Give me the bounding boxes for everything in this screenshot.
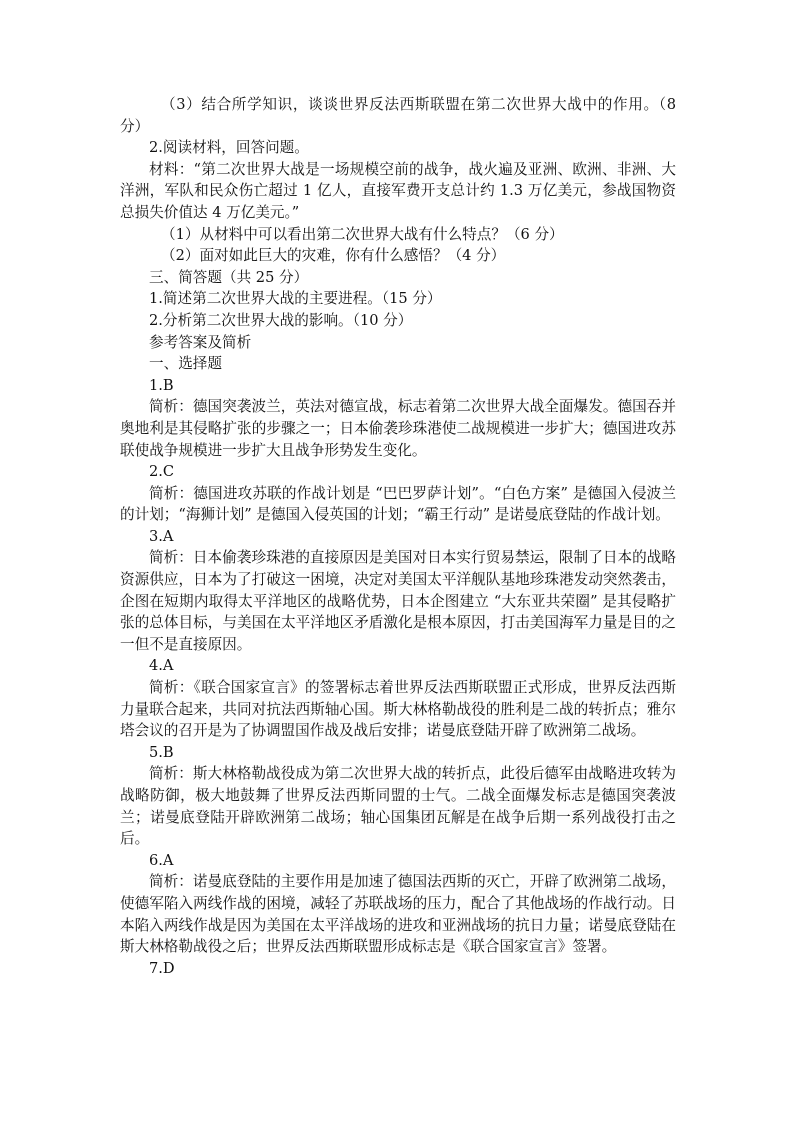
answer-key: 3.A: [149, 527, 174, 545]
sub-question-2: （2）面对如此巨大的灾难，你有什么感悟？（4 分）: [161, 247, 506, 265]
answer-analysis: 简析：斯大林格勒战役成为第二次世界大战的转折点，此役后德军由战略进攻转为战略防御，极大地鼓舞了世界反法西斯同盟的士气。二战全面爆发标志是德国突袭波兰；诺曼底登陆开辟欧洲第二战场；轴心国集团瓦解是在战争后期一系列战役打击之后。: [120, 765, 676, 848]
short-answer-1: 1.简述第二次世界大战的主要进程。（15 分）: [149, 290, 442, 308]
answer-key: 4.A: [149, 657, 174, 675]
answer-analysis: 简析：《联合国家宣言》的签署标志着世界反法西斯联盟正式形成，世界反法西斯力量联合起来，共同对抗法西斯轴心国。斯大林格勒战役的胜利是二战的转折点；雅尔塔会议的召开是为了协调盟国作战及战后安排；诺曼底登陆开辟了欧洲第二战场。: [120, 679, 676, 740]
answer-analysis: 简析：德国进攻苏联的作战计划是 “巴巴罗萨计划”。“白色方案” 是德国入侵波兰的计划；“海狮计划” 是德国入侵英国的计划；“霸王行动” 是诺曼底登陆的作战计划。: [120, 484, 676, 524]
document-page: [120, 94, 676, 979]
question-heading: 2.阅读材料，回答问题。: [149, 139, 309, 157]
answer-key: 1.B: [149, 376, 174, 394]
sub-question-1: （1）从材料中可以看出第二次世界大战有什么特点？（6 分）: [161, 225, 564, 243]
answer-key: 7.D: [149, 959, 175, 977]
short-answer-2: 2.分析第二次世界大战的影响。（10 分）: [149, 311, 413, 329]
section-heading: 一、选择题: [149, 355, 222, 373]
answer-key: 5.B: [149, 743, 174, 761]
answer-analysis: 简析：日本偷袭珍珠港的直接原因是美国对日本实行贸易禁运，限制了日本的战略资源供应，日本为了打破这一困境，决定对美国太平洋舰队基地珍珠港发动突然袭击，企图在短期内取得太平洋地区的战略优势，日本企图建立 “大东亚共荣圈” 是其侵略扩张的总体目标，与美国在太平洋地区矛盾激化是根本原因，打击美国海军力量是目的之一但不是直接原因。: [120, 549, 676, 653]
answer-analysis: 简析：诺曼底登陆的主要作用是加速了德国法西斯的灭亡，开辟了欧洲第二战场，使德军陷入两线作战的困境，减轻了苏联战场的压力，配合了其他战场的作战行动。日本陷入两线作战是因为美国在太平洋战场的进攻和亚洲战场的抗日力量；诺曼底登陆在斯大林格勒战役之后；世界反法西斯联盟形成标志是《联合国家宣言》签署。: [120, 873, 676, 956]
answer-key: 2.C: [149, 463, 175, 481]
question-3-line: （3）结合所学知识，谈谈世界反法西斯联盟在第二次世界大战中的作用。（8 分）: [120, 96, 676, 135]
answers-title: 参考答案及简析: [149, 333, 252, 351]
material-paragraph: 材料：“第二次世界大战是一场规模空前的战争，战火遍及亚洲、欧洲、非洲、大洋洲，军队和民众伤亡超过 1 亿人，直接军费开支总计约 1.3 万亿美元，参战国物资总损失价值达 4 万亿美元。”: [120, 160, 676, 221]
answer-key: 6.A: [149, 851, 174, 869]
section-heading: 三、简答题（共 25 分）: [149, 268, 309, 286]
answer-analysis: 简析：德国突袭波兰，英法对德宣战，标志着第二次世界大战全面爆发。德国吞并奥地利是其侵略扩张的步骤之一；日本偷袭珍珠港使二战规模进一步扩大；德国进攻苏联使战争规模进一步扩大且战争形势发生变化。: [120, 398, 676, 459]
